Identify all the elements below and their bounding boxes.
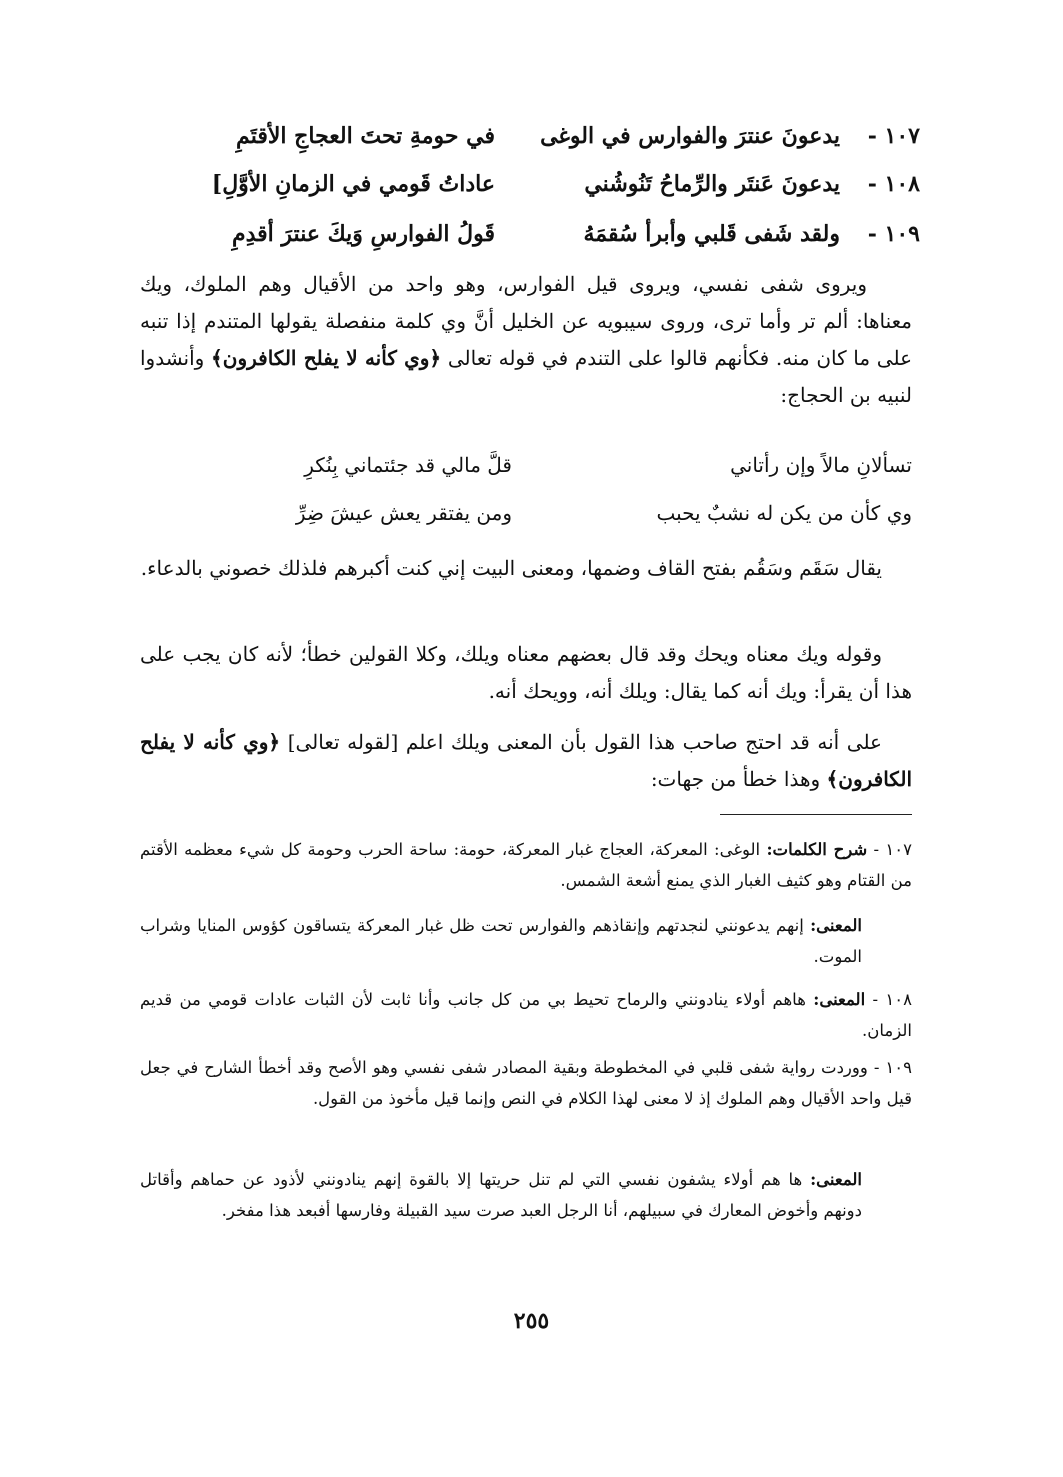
verse-second-hemistich: في حومةِ تحتَ العجاجِ الأقتَمِ [236, 123, 495, 149]
paragraph-text: على أنه قد احتج صاحب هذا القول بأن المعنى ويلك اعلم [لقوله تعالى] [287, 730, 882, 754]
commentary-paragraph-2: يقال سَقَم وسَقُم بفتح القاف وضمها، ومعنى البيت إني كنت أكبرهم فلذلك خصوني بالدعاء. [140, 556, 882, 580]
commentary-paragraph-3: وقوله ويك معناه ويحك وقد قال بعضهم معناه ويلك، وكلا القولين خطأ؛ لأنه كان يجب على هذا أن يقرأ: ويك أنه كما يقال: ويلك أنه، وويحك أنه. [140, 642, 912, 703]
footnote-108 [140, 984, 912, 1046]
page-number: ٢٥٥ [513, 1308, 550, 1334]
footnote-term: المعنى: [810, 916, 862, 935]
verse-first-hemistich: ولقد شَفى قَلبي وأبرأ سُقمَهُ [583, 221, 840, 247]
footnote-term: المعنى: [813, 990, 866, 1009]
poem-second-hemistich: ومن يفتقر يعش عيشَ ضِرِّ [295, 501, 512, 525]
quran-quote: ﴿وي كأنه لا يفلح الكافرون﴾ [211, 346, 442, 370]
footnote-text: هاهم أولاء ينادونني والرماح تحيط بي من كل جانب وأنا ثابت لأن الثبات عادات قومي من قديم الزمان. [140, 990, 912, 1040]
poem-first-hemistich: وي كأن من يكن له نشبٌ يحبب [656, 501, 912, 525]
footnote-109 [140, 1052, 912, 1114]
footnote-text: ها هم أولاء يشفون نفسي التي لم تنل حريتها إلا بالقوة إنهم ينادونني لأذود عن حماهم وأقاتل دونهم وأخوض المعارك في سبيلهم، أنا الرجل العبد صرت سيد القبيلة وفارسها أفبعد هذا مفخر. [140, 1170, 862, 1220]
poem-line-1 [140, 446, 912, 484]
verse-first-hemistich: يدعونَ عنترَ والفوارس في الوغى [540, 123, 840, 149]
footnote-number: ١٠٨ - [872, 990, 912, 1009]
verse-109 [130, 214, 920, 254]
footnote-number: ١٠٧ - [873, 840, 913, 859]
footnote-109-meaning [140, 1164, 912, 1226]
verse-108 [130, 164, 920, 204]
commentary-paragraph-1 [140, 266, 912, 414]
quran-quote: ﴿وي كأنه لا يفلح الكافرون﴾ [140, 730, 912, 791]
footnote-separator [720, 814, 912, 815]
poem-second-hemistich: قلَّ مالي قد جئتماني بِنُكرِ [304, 453, 512, 477]
footnote-term: شرح الكلمات: [766, 840, 868, 859]
verse-107 [130, 116, 920, 156]
poem-line-2 [140, 494, 912, 532]
verse-first-hemistich: يدعونَ عَنتَر والرِّماحُ تَنُوشُني [584, 171, 840, 197]
paragraph-text: ويروى شفى نفسي، ويروى قيل الفوارس، وهو واحد من الأقيال وهم الملوك، ويك معناها: ألم تر وأما ترى، وروى سيبويه عن الخليل أنَّ وي كلمة منفصلة يقولها المتندم إذا تنبه على ما كان منه. فكأنهم قالوا على التندم في قوله تعالى [140, 272, 913, 370]
poem-first-hemistich: تسألانِ مالاً وإن رأتاني [730, 453, 912, 477]
footnote-text: ووردت رواية شفى قلبي في المخطوطة وبقية المصادر شفى نفسي وهو الأصح وقد أخطأ الشارح في جعل قيل واحد الأقيال وهم الملوك إذ لا معنى لهذا الكلام في النص وإنما قيل مأخوذ من القول. [140, 1058, 912, 1108]
footnote-text: إنهم يدعونني لنجدتهم وإنقاذهم والفوارس تحت ظل غبار المعركة يتساقون كؤوس المنايا وشراب الموت. [140, 916, 862, 966]
footnote-number: ١٠٩ - [873, 1058, 912, 1077]
footnote-107 [140, 834, 912, 896]
footnote-term: المعنى: [810, 1170, 863, 1189]
paragraph-text: وهذا خطأ من جهات: [650, 767, 821, 791]
footnote-text: الوغى: المعركة، العجاج غبار المعركة، حومة: ساحة الحرب وحومة كل شيء معظمه الأقتم من القتام وهو كثيف الغبار الذي يمنع أشعة الشمس. [140, 840, 912, 890]
verse-number: ١٠٩ - [867, 221, 920, 247]
commentary-paragraph-4 [140, 724, 912, 798]
verse-second-hemistich: قَولُ الفوارسِ وَيكَ عنترَ أقدِمِ [231, 221, 495, 247]
verse-number: ١٠٧ - [867, 123, 920, 149]
verse-number: ١٠٨ - [867, 171, 920, 197]
footnote-107-meaning [140, 910, 912, 972]
paragraph-text: وأنشدوا لنبيه بن الحجاج: [140, 346, 912, 407]
verse-second-hemistich: عاداتُ قَومي في الزمانِ الأوَّلِ] [211, 171, 495, 197]
